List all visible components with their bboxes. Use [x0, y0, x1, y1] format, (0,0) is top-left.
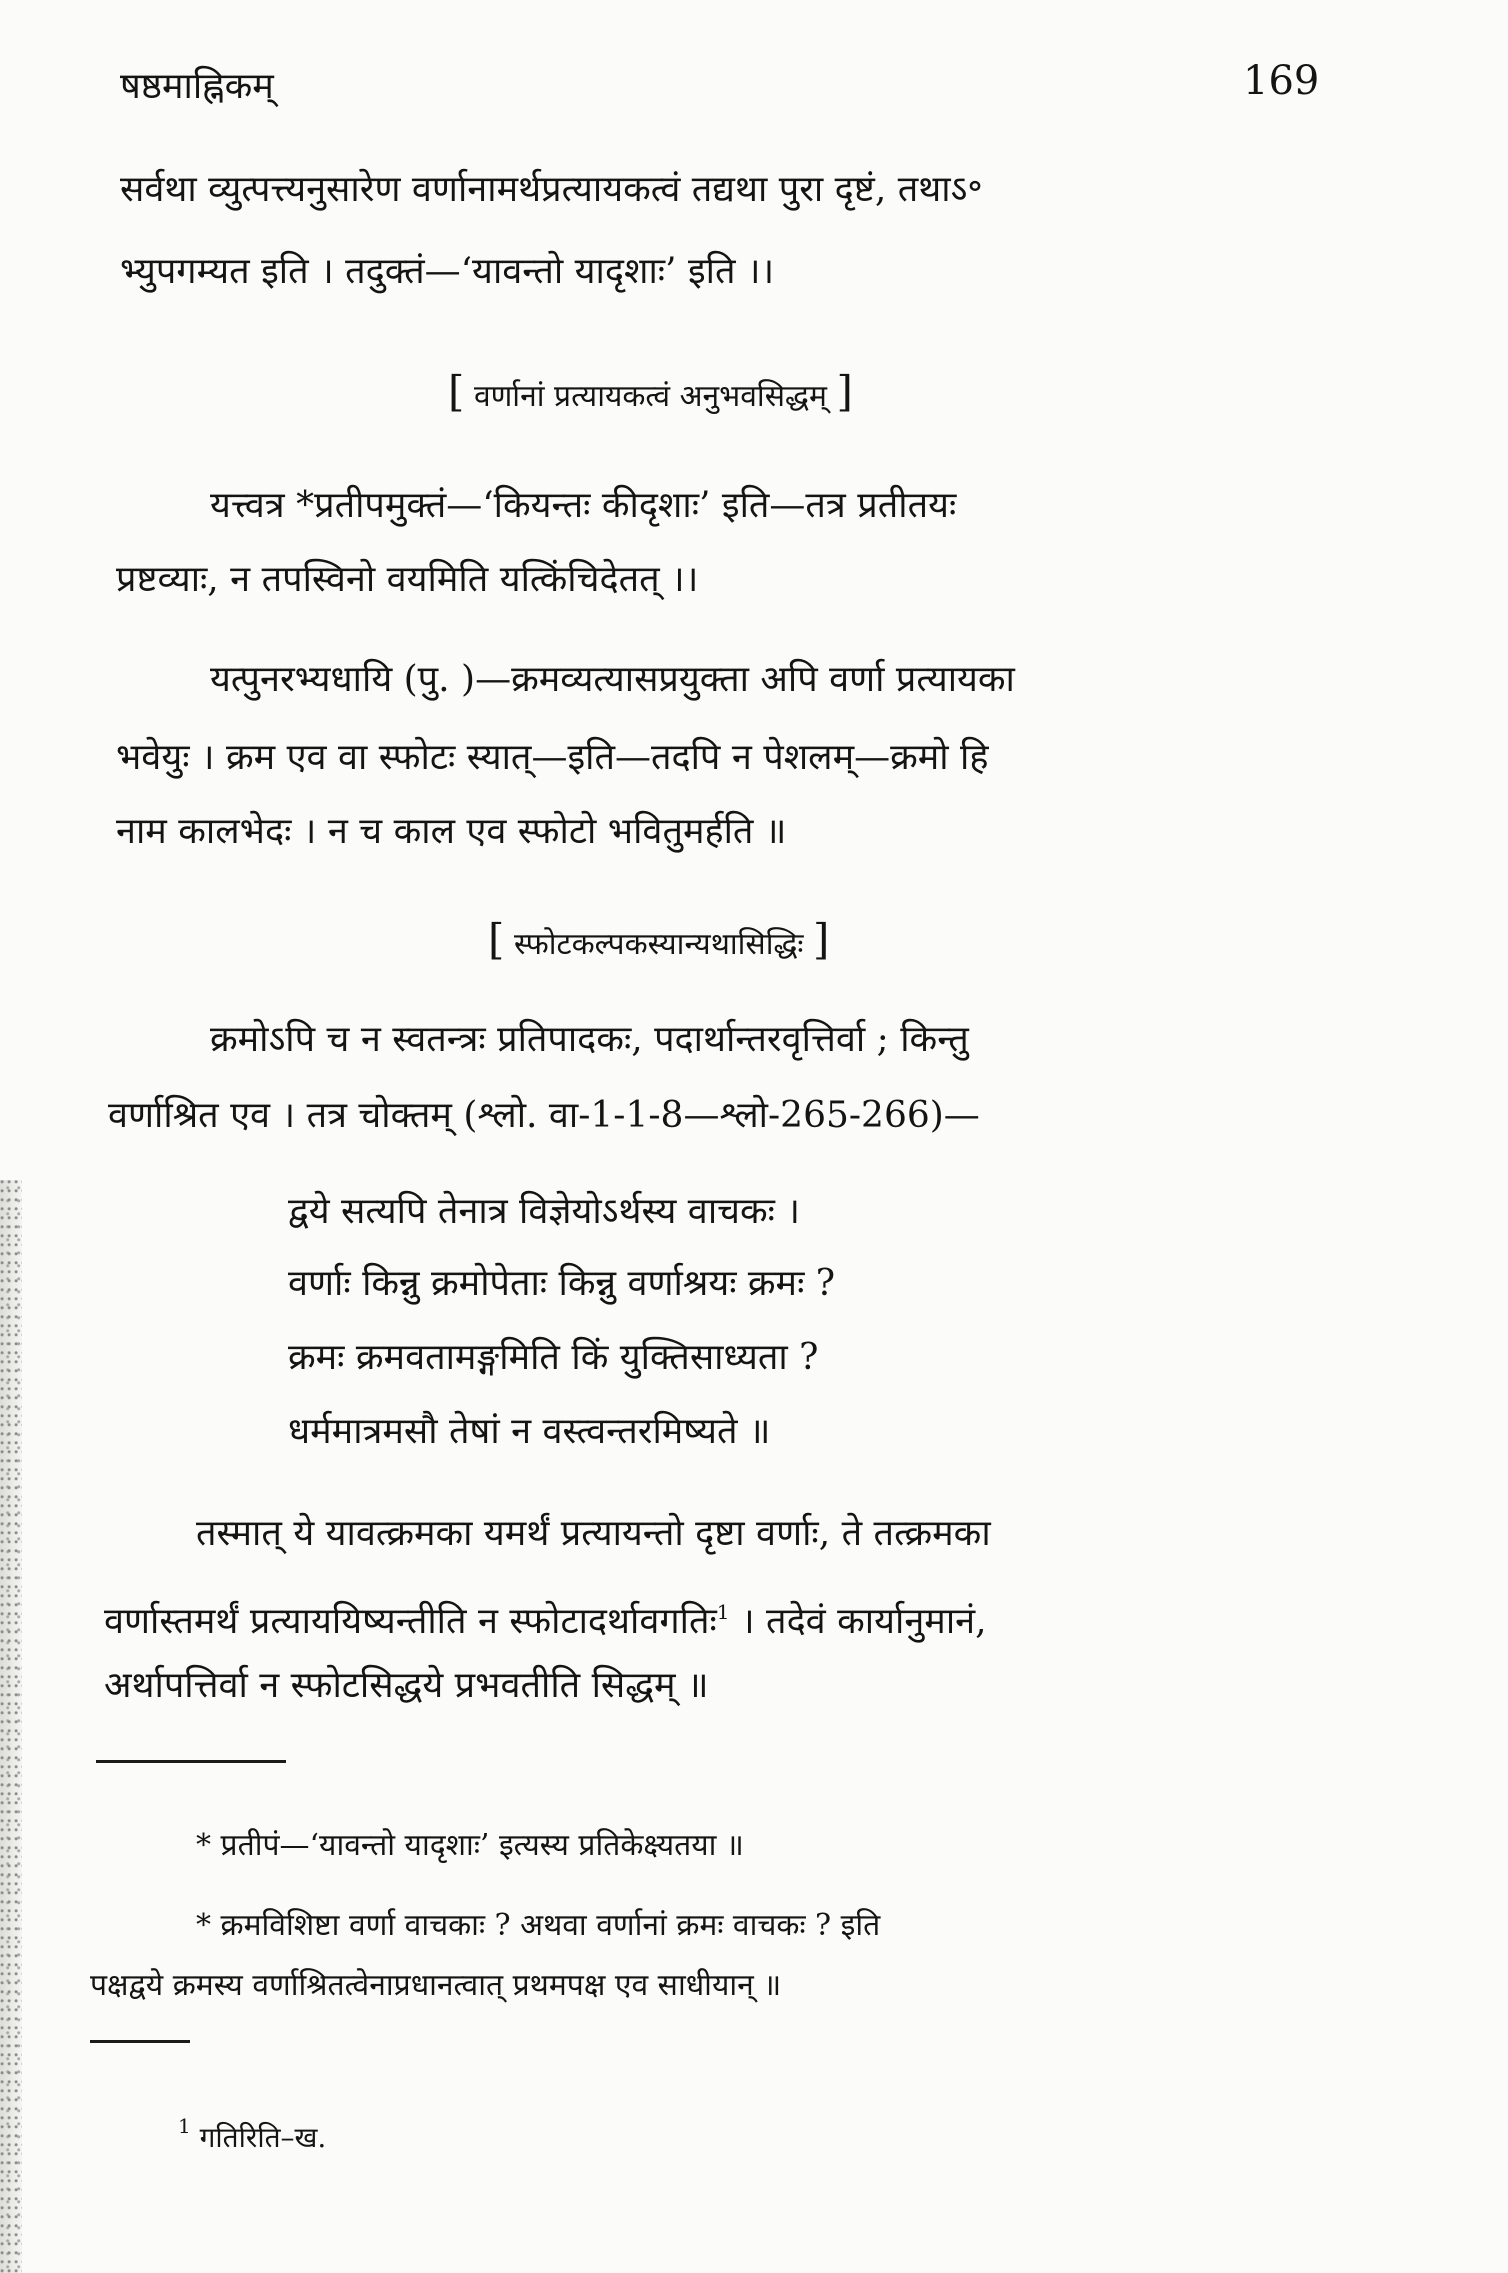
variant-reading [178, 2108, 326, 2156]
heading-text: स्फोटकल्पकस्यान्यथासिद्धिः [513, 927, 804, 962]
running-title: षष्ठमाह्निकम् [120, 66, 274, 107]
para1-line1: सर्वथा व्युत्पत्त्यनुसारेण वर्णानामर्थप्रत्यायकत्वं तद्यथा पुरा दृष्टं, तथाऽ॰ [120, 169, 983, 210]
heading-open-bracket: [ [488, 915, 505, 964]
section-heading-2 [488, 915, 830, 965]
heading-text: वर्णानां प्रत्यायकत्वं अनुभवसिद्धम् [473, 379, 827, 414]
para4-line1: क्रमोऽपि च न स्वतन्त्रः प्रतिपादकः, पदार्थान्तरवृत्तिर्वा ; किन्तु [210, 1019, 969, 1060]
heading-close-bracket: ] [813, 915, 830, 964]
para5-line2-text-end: । तदेवं कार्यानुमानं, [729, 1601, 987, 1642]
footnote-1: * प्रतीपं—‘यावन्तो यादृशाः’ इत्यस्य प्रतिकेक्ष्यतया ॥ [196, 1828, 744, 1863]
para3-line2: भवेयुः । क्रम एव वा स्फोटः स्यात्—इति—तदपि न पेशलम्—क्रमो हि [116, 737, 989, 778]
para3-line1: यत्पुनरभ्यधायि (पु. )—क्रमव्यत्यासप्रयुक्ता अपि वर्णा प्रत्यायका [210, 659, 1015, 700]
para1-line2: भ्युपगम्यत इति । तदुक्तं—‘यावन्तो यादृशाः’ इति ।। [120, 251, 775, 292]
variant-rule [90, 2040, 190, 2043]
section-heading-1 [448, 367, 853, 417]
para5-line2 [104, 1590, 987, 1644]
footnote-rule [96, 1760, 286, 1763]
verse-line-4: धर्ममात्रमसौ तेषां न वस्त्वन्तरमिष्यते ॥ [288, 1411, 771, 1452]
footnote-2-line1: * क्रमविशिष्टा वर्णा वाचकाः ? अथवा वर्णानां क्रमः वाचकः ? इति [196, 1908, 881, 1943]
para2-line2: प्रष्टव्याः, न तपस्विनो वयमिति यत्किंचिदेतत् ।। [116, 559, 699, 600]
para4-line2: वर्णाश्रित एव । तत्र चोक्तम् (श्लो. वा-1-1-8—श्लो-265-266)— [108, 1095, 980, 1136]
para3-line3: नाम कालभेदः । न च काल एव स्फोटो भवितुमर्हति ॥ [116, 811, 787, 852]
binding-edge [0, 1180, 22, 2273]
footnote-2-line2: पक्षद्वये क्रमस्य वर्णाश्रितत्वेनाप्रधानत्वात् प्रथमपक्ष एव साधीयान् ॥ [90, 1968, 782, 2003]
heading-close-bracket: ] [836, 367, 853, 416]
verse-line-1: द्वये सत्यपि तेनात्र विज्ञेयोऽर्थस्य वाचकः । [288, 1191, 801, 1232]
para5-line3: अर्थापत्तिर्वा न स्फोटसिद्धये प्रभवतीति सिद्धम् ॥ [104, 1665, 709, 1706]
verse-line-2: वर्णाः किन्नु क्रमोपेताः किन्नु वर्णाश्रयः क्रमः ? [288, 1263, 836, 1304]
heading-open-bracket: [ [448, 367, 465, 416]
variant-marker: 1 [178, 2114, 191, 2138]
page-number: 169 [1243, 58, 1320, 104]
verse-line-3: क्रमः क्रमवतामङ्गमिति किं युक्तिसाध्यता ? [288, 1337, 819, 1378]
para2-line1: यत्त्वत्र *प्रतीपमुक्तं—‘कियन्तः कीदृशाः’ इति—तत्र प्रतीतयः [210, 485, 957, 526]
para5-line1: तस्मात् ये यावत्क्रमका यमर्थं प्रत्यायन्तो दृष्टा वर्णाः, ते तत्क्रमका [196, 1513, 991, 1554]
variant-text: गतिरिति–ख. [199, 2121, 327, 2154]
footnote-marker: 1 [716, 1600, 730, 1624]
para5-line2-text: वर्णास्तमर्थं प्रत्याययिष्यन्तीति न स्फोटादर्थावगतिः [104, 1601, 717, 1642]
